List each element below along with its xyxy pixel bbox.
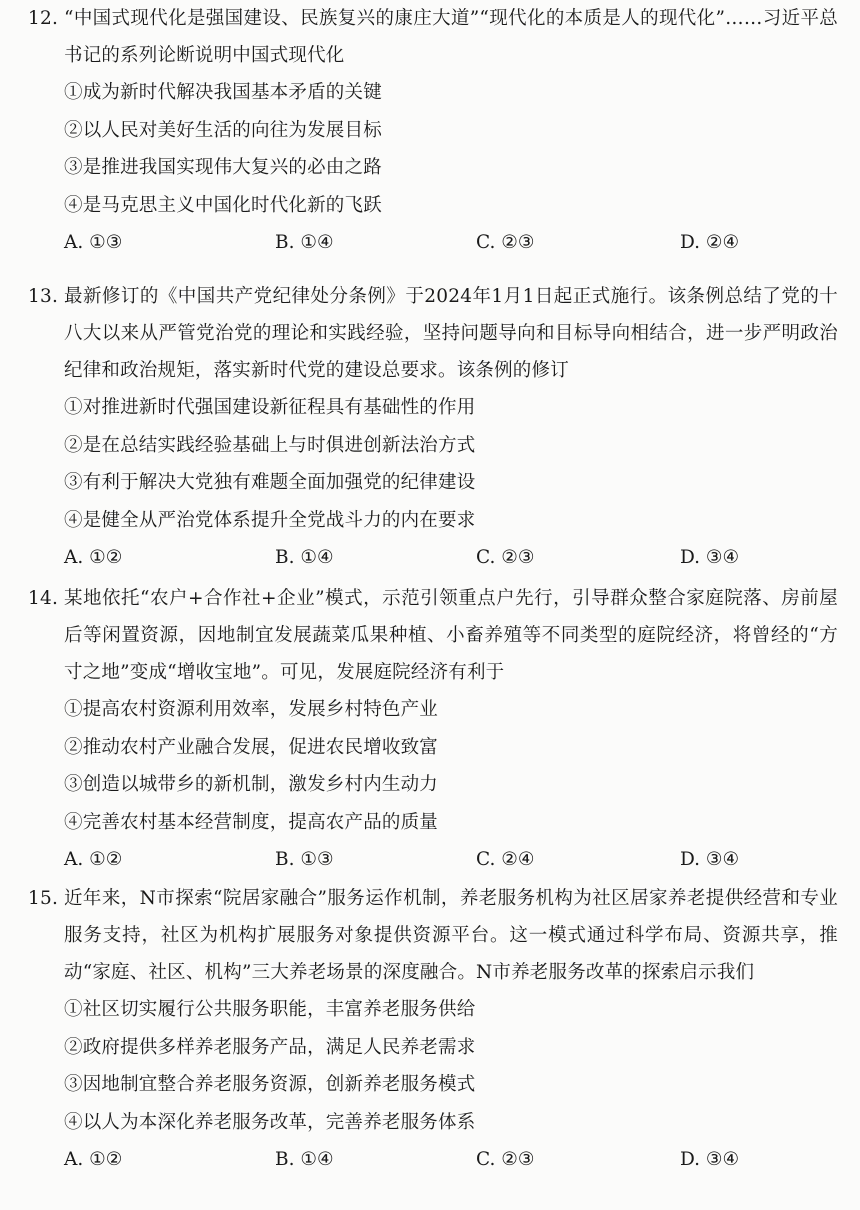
question-text: 最新修订的《中国共产党纪律处分条例》于2024年1月1日起正式施行。该条例总结了党的十八大以来从严管党治党的理论和实践经验，坚持问题导向和目标导向相结合，进一步严明政治纪律和政治规矩，落实新时代党的建设总要求。该条例的修订: [64, 286, 838, 381]
answer-choice-a: A. ①②: [64, 547, 123, 568]
answer-choice-d: D. ③④: [680, 1149, 740, 1170]
statement-option: ①对推进新时代强国建设新征程具有基础性的作用: [64, 397, 476, 418]
answer-choice-c: C. ②③: [476, 547, 535, 568]
answer-choice-a: A. ①②: [64, 849, 123, 870]
answer-choice-b: B. ①④: [275, 232, 334, 253]
statement-option: ②推动农村产业融合发展，促进农民增收致富: [64, 736, 439, 758]
answer-choices: [28, 1141, 838, 1178]
question-stem: [28, 580, 838, 691]
answer-choice-d: D. ②④: [680, 232, 740, 253]
statement-option: ③是推进我国实现伟大复兴的必由之路: [64, 157, 382, 178]
answer-choice-b: B. ①③: [275, 849, 334, 870]
answer-choice-d: D. ③④: [680, 547, 740, 568]
question-number: 14.: [28, 588, 59, 609]
question-14: [28, 580, 838, 878]
statement-option: ③有利于解决大党独有难题全面加强党的纪律建设: [64, 472, 476, 493]
statement-option: ②政府提供多样养老服务产品，满足人民养老需求: [64, 1036, 476, 1058]
statement-option: ④是健全从严治党体系提升全党战斗力的内在要求: [64, 509, 476, 531]
question-15: [28, 880, 838, 1178]
question-number: 12.: [28, 8, 59, 29]
answer-choice-b: B. ①④: [275, 547, 334, 568]
answer-choices: [28, 224, 838, 261]
statement-option: ②是在总结实践经验基础上与时俱进创新法治方式: [64, 434, 476, 456]
question-stem: [28, 880, 838, 991]
statement-option: ①成为新时代解决我国基本矛盾的关键: [64, 82, 382, 103]
answer-choice-c: C. ②③: [476, 232, 535, 253]
answer-choice-d: D. ③④: [680, 849, 740, 870]
question-text: “中国式现代化是强国建设、民族复兴的康庄大道”“现代化的本质是人的现代化”……习近平总书记的系列论断说明中国式现代化: [64, 8, 838, 66]
answer-choice-a: A. ①②: [64, 1149, 123, 1170]
question-stem: [28, 278, 838, 389]
statement-option: ①提高农村资源利用效率，发展乡村特色产业: [64, 699, 439, 720]
question-text: 某地依托“农户+合作社+企业”模式，示范引领重点户先行，引导群众整合家庭院落、房前屋后等闲置资源，因地制宜发展蔬菜瓜果种植、小畜养殖等不同类型的庭院经济，将曾经的“方寸之地”变成“增收宝地”。可见，发展庭院经济有利于: [64, 588, 838, 683]
answer-choices: [28, 841, 838, 878]
answer-choice-b: B. ①④: [275, 1149, 334, 1170]
statement-option: ③创造以城带乡的新机制，激发乡村内生动力: [64, 774, 439, 795]
question-text: 近年来，N市探索“院居家融合”服务运作机制，养老服务机构为社区居家养老提供经营和专业服务支持，社区为机构扩展服务对象提供资源平台。这一模式通过科学布局、资源共享，推动“家庭、社区、机构”三大养老场景的深度融合。N市养老服务改革的探索启示我们: [64, 888, 838, 983]
question-13: [28, 278, 838, 576]
answer-choice-a: A. ①③: [64, 232, 123, 253]
question-stem: [28, 0, 838, 74]
answer-choice-c: C. ②④: [476, 849, 535, 870]
statement-option: ④以人为本深化养老服务改革，完善养老服务体系: [64, 1111, 476, 1133]
question-number: 13.: [28, 286, 59, 307]
answer-choices: [28, 539, 838, 576]
answer-choice-c: C. ②③: [476, 1149, 535, 1170]
statement-option: ②以人民对美好生活的向往为发展目标: [64, 119, 382, 141]
statement-option: ④完善农村基本经营制度，提高农产品的质量: [64, 811, 439, 833]
question-number: 15.: [28, 888, 59, 909]
statement-option: ④是马克思主义中国化时代化新的飞跃: [64, 194, 382, 216]
statement-option: ③因地制宜整合养老服务资源，创新养老服务模式: [64, 1074, 476, 1095]
statement-option: ①社区切实履行公共服务职能，丰富养老服务供给: [64, 999, 476, 1020]
question-12: [28, 0, 838, 261]
